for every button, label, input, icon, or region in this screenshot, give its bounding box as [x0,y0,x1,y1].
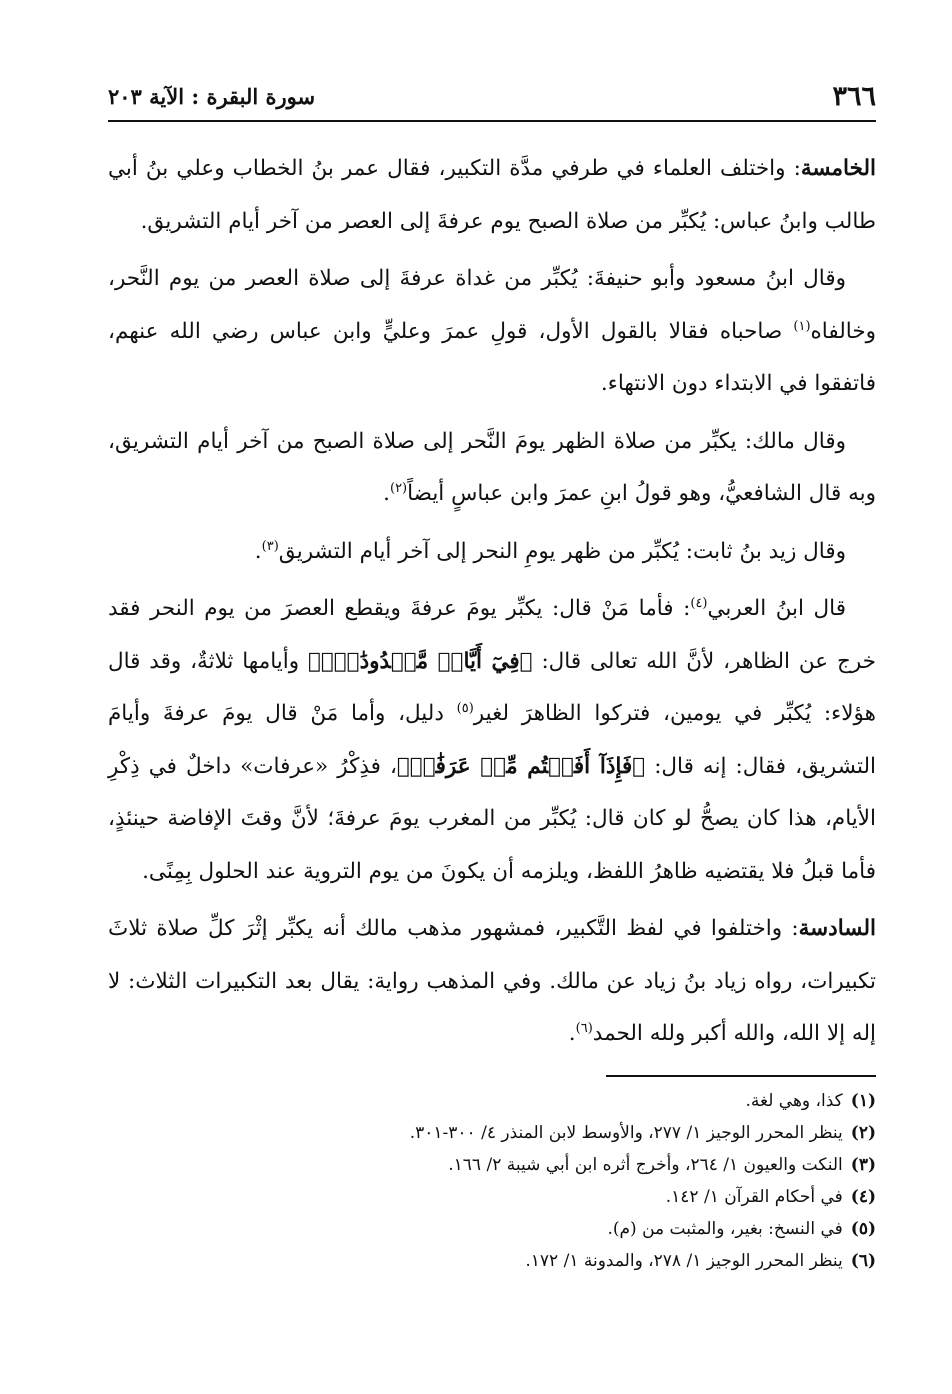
footnote-text: النكت والعيون ١/ ٢٦٤، وأخرج أثره ابن أبي شيبة ٢/ ١٦٦. [448,1155,843,1175]
paragraph-text: وقال ابنُ مسعود وأبو حنيفةَ: يُكبِّر من غداة عرفةَ إلى صلاة العصر من يوم النَّحر، وخالفاه [108,266,876,344]
paragraph-zayd [108,526,876,579]
footnote-number: (٣) [850,1155,876,1175]
paragraph-malik [108,416,876,521]
footnote [108,1085,876,1117]
footnote-number: (١) [850,1091,876,1111]
footnote-divider [606,1075,876,1077]
footnote-text: في أحكام القرآن ١/ ١٤٢. [665,1187,843,1207]
footnote-ref-3: (٣) [261,538,279,554]
paragraph-text: : واختلف العلماء في طرفي مدَّة التكبير، فقال عمر بنُ الخطاب وعلي بنُ أبي طالب وابنُ عباس: يُكبِّر من صلاة الصبح يوم عرفةَ إلى العصر من آخر أيام التشريق. [108,156,876,234]
page-header [108,72,876,122]
footnote-ref-2: (٢) [389,480,408,496]
footnote-ref-1: (١) [793,318,811,334]
footnote-number: (٤) [850,1187,876,1207]
paragraph-text: صاحباه فقالا بالقول الأول، قولِ عمرَ وعليٍّ وابن عباس رضي الله عنهم، فاتفقوا في الابتداء دون الانتهاء. [108,318,876,396]
paragraph-text: ، فذِكْرُ «عرفات» داخلٌ في ذِكْرِ الأيام، هذا كان يصحُّ لو كان قال: يُكبِّر من المغرب يومَ عرفةَ؛ لأنَّ وقتَ الإفاضة حينئذٍ، فأما قبلُ فلا يقتضيه ظاهرُ اللفظ، ويلزمه أن يكونَ من يوم التروية عند الحلول بِمِنًى. [108,753,876,884]
running-title: سورة البقرة : الآية ٢٠٣ [108,83,316,109]
footnote-number: (٦) [850,1251,876,1271]
section-heading-fifth: الخامسة [800,156,876,181]
paragraph-ibn-al-arabi [108,583,876,898]
main-text [108,143,876,1066]
paragraph-text: وأيامها ثلاثةٌ، وقد قال هؤلاء: يُكبِّر في يومين، فتركوا الظاهرَ لغير [108,648,876,726]
footnote-ref-4: (٤) [690,595,708,611]
paragraph-fifth [108,143,876,248]
footnote [108,1245,876,1277]
paragraph-text: : واختلفوا في لفظ التَّكبير، فمشهور مذهب مالك أنه يكبِّر إثْرَ كلِّ صلاة ثلاثَ تكبيرات، رواه زياد بنُ زياد عن مالك. وفي المذهب رواية: يقال بعد التكبيرات الثلاث: لا إله إلا الله، والله أكبر ولله الحمد [108,916,876,1046]
paragraph-text: . [383,481,390,506]
footnote-text: ينظر المحرر الوجيز ١/ ٢٧٨، والمدونة ١/ ١٧٢. [525,1251,843,1271]
paragraph-sixth [108,903,876,1061]
paragraph-ibn-masud [108,253,876,411]
quran-quote: ﴿فِيٓ أَيَّامٖ مَّعۡدُودَٰتٖۚ﴾ [307,648,533,674]
page-number: ٣٦٦ [832,80,876,112]
quran-quote: ﴿فَإِذَآ أَفَضۡتُم مِّنۡ عَرَفَٰتٖ﴾ [396,753,646,779]
footnote [108,1149,876,1181]
paragraph-text: وقال مالك: يكبِّر من صلاة الظهر يومَ النَّحر إلى صلاة الصبح من آخر أيام التشريق، وبه قال الشافعيُّ، وهو قولُ ابنِ عمرَ وابن عباسٍ أيضاً [108,428,876,506]
footnotes [108,1085,876,1277]
footnote [108,1213,876,1245]
paragraph-text: . [568,1021,576,1046]
paragraph-text: . [254,538,262,564]
footnote-number: (٢) [850,1123,876,1143]
paragraph-text: وقال زيد بنُ ثابت: يُكبِّر من ظهر يومِ النحر إلى آخر أيام التشريق [278,538,846,564]
paragraph-text: قال ابنُ العربي [707,596,846,621]
section-heading-sixth: السادسة [798,916,876,941]
paragraph-text: : فأما مَنْ قال: يكبِّر يومَ عرفةَ ويقطع العصرَ من يوم النحر فقد خرج عن الظاهر، لأنَّ الله تعالى قال: [108,596,876,674]
footnote-text: في النسخ: بغير، والمثبت من (م). [607,1219,843,1239]
paragraph-text: دليل، وأما مَنْ قال يومَ عرفةَ وأيامَ التشريق، فقال: إنه قال: [108,701,876,779]
footnote-text: كذا، وهي لغة. [745,1091,843,1111]
footnote [108,1117,876,1149]
footnote-ref-6: (٦) [575,1020,593,1036]
footnote-text: ينظر المحرر الوجيز ١/ ٢٧٧، والأوسط لابن المنذر ٤/ ٣٠٠-٣٠١. [409,1123,843,1143]
footnote-number: (٥) [850,1219,876,1239]
footnote-ref-5: (٥) [456,700,474,716]
footnote [108,1181,876,1213]
